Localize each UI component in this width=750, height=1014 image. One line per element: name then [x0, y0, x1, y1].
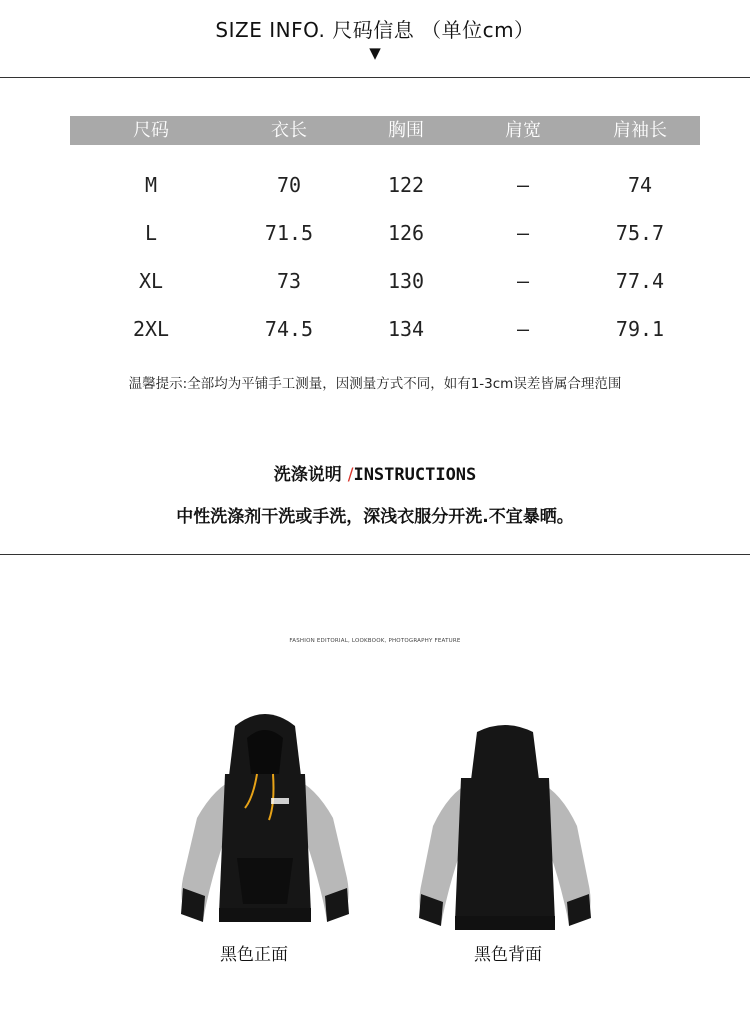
slash-accent: / — [347, 465, 354, 485]
column-header: 胸围 — [388, 120, 424, 141]
divider — [0, 77, 750, 78]
table-cell: 73 — [276, 269, 302, 293]
column-header: 衣长 — [271, 120, 307, 141]
table-cell: 122 — [387, 173, 425, 197]
column-header: 肩宽 — [505, 120, 541, 141]
measurement-note: 温馨提示:全部均为平铺手工测量，因测量方式不同，如有1-3cm误差皆属合理范围 — [128, 376, 622, 392]
wash-instructions-text: 中性洗涤剂干洗或手洗，深浅衣服分开洗.不宜暴晒。 — [176, 507, 574, 527]
wash-title-en: INSTRUCTIONS — [353, 465, 477, 485]
table-cell: 126 — [387, 221, 425, 245]
table-cell: – — [516, 317, 530, 341]
size-table-header — [70, 116, 700, 145]
page-title: SIZE INFO. 尺码信息 （单位cm） — [215, 18, 535, 42]
table-cell: 70 — [276, 173, 302, 197]
table-row — [70, 261, 700, 301]
editorial-strap: FASHION EDITORIAL, LOOKBOOK, PHOTOGRAPHY FEATURE — [289, 638, 461, 644]
table-cell: 2XL — [132, 317, 170, 341]
table-cell: L — [144, 221, 158, 245]
table-cell: 75.7 — [615, 221, 665, 245]
table-cell: 74 — [627, 173, 653, 197]
front-caption: 黑色正面 — [220, 945, 288, 965]
table-cell: 71.5 — [264, 221, 314, 245]
table-cell: – — [516, 221, 530, 245]
table-cell: XL — [138, 269, 164, 293]
table-cell: – — [516, 269, 530, 293]
table-row — [70, 309, 700, 349]
column-header: 尺码 — [133, 120, 169, 141]
table-cell: 79.1 — [615, 317, 665, 341]
table-row — [70, 165, 700, 205]
table-row — [70, 213, 700, 253]
column-header: 肩袖长 — [613, 120, 667, 141]
table-cell: 77.4 — [615, 269, 665, 293]
table-cell: – — [516, 173, 530, 197]
hoodie-back-image — [415, 722, 595, 952]
back-caption: 黑色背面 — [474, 945, 542, 965]
hoodie-front-image — [175, 708, 355, 938]
divider — [0, 554, 750, 555]
table-cell: 130 — [387, 269, 425, 293]
table-cell: 134 — [387, 317, 425, 341]
table-cell: 74.5 — [264, 317, 314, 341]
table-cell: M — [144, 173, 158, 197]
down-arrow-icon: ▼ — [369, 44, 381, 62]
wash-instructions-title — [0, 460, 750, 485]
wash-title-cn: 洗涤说明 — [273, 465, 342, 485]
